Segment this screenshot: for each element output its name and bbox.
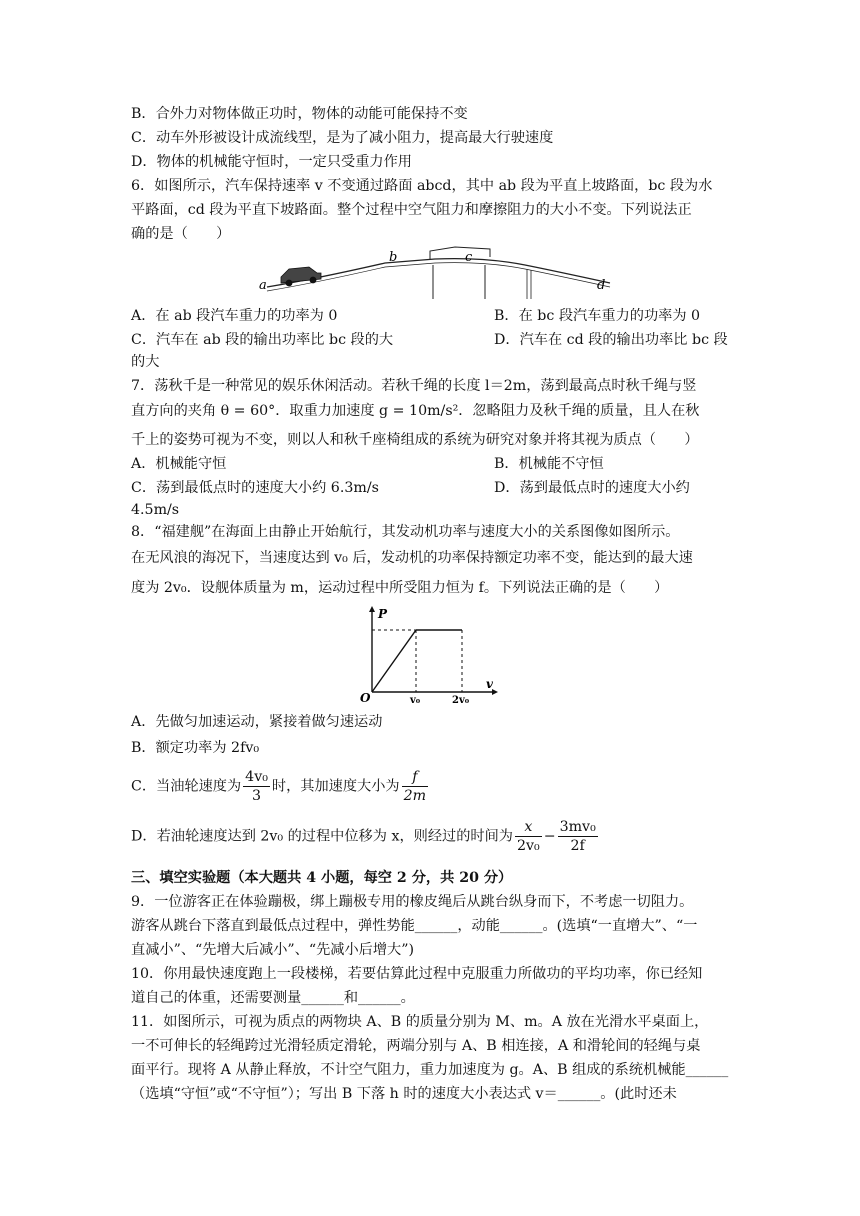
q11-stem-line2: 一不可伸长的轻绳跨过光滑轻质定滑轮，两端分别与 A、B 相连接，A 和滑轮间的轻绳与桌	[131, 1038, 701, 1054]
q8-stem-line3: 度为 2v₀．设舰体质量为 m，运动过程中所受阻力恒为 f。下列说法正确的是（ ）	[131, 580, 669, 596]
fraction-numerator: 4v₀	[245, 769, 268, 785]
q6-option-c: C．汽车在 ab 段的输出功率比 bc 段的大	[131, 332, 394, 348]
fraction-denominator: 2m	[403, 788, 427, 804]
q7-stem-line3: 千上的姿势可视为不变，则以人和秋千座椅组成的系统为研究对象并将其视为质点（ ）	[131, 432, 699, 448]
q7-option-d-cont: 4.5m/s	[131, 502, 180, 518]
q11-stem-line1: 11．如图所示，可视为质点的两物块 A、B 的质量分别为 M、m。A 放在光滑水平桌面上，	[131, 1014, 709, 1030]
q5-option-c: C．动车外形被设计成流线型，是为了减小阻力，提高最大行驶速度	[131, 130, 554, 146]
point-b-label: b	[389, 250, 398, 265]
point-c-label: c	[465, 250, 473, 265]
q8-option-c	[131, 768, 430, 805]
q10-stem-line1: 10．你用最快速度跑上一段楼梯，若要估算此过程中克服重力所做功的平均功率，你已经知	[131, 966, 703, 982]
fraction-x-over-2v0	[515, 818, 542, 855]
q7-option-c: C．荡到最低点时的速度大小约 6.3m/s	[131, 480, 379, 496]
road-figure	[255, 243, 625, 301]
q5-option-d: D．物体的机械能守恒时，一定只受重力作用	[131, 154, 412, 170]
2v0-tick-label: 2v₀	[452, 695, 470, 704]
q8-stem-line1: 8．“福建舰”在海面上由静止开始航行，其发动机功率与速度大小的关系图像如图所示。	[131, 524, 680, 540]
q8-option-d	[131, 818, 600, 855]
minus-sign: −	[543, 828, 556, 845]
q9-stem-line2: 游客从跳台下落直到最低点过程中，弹性势能______，动能______。(选填“一直增大”、“一	[131, 918, 698, 934]
q8-option-c-middle: 时，其加速度大小为	[271, 778, 400, 795]
car-icon	[281, 267, 321, 286]
fraction-denominator: 3	[252, 788, 262, 804]
q7-stem-line1: 7．荡秋千是一种常见的娱乐休闲活动。若秋千绳的长度 l＝2m，荡到最高点时秋千绳与竖	[131, 378, 697, 394]
q9-stem-line3: 直减小”、“先增大后减小”、“先减小后增大”)	[131, 942, 414, 958]
q6-option-b: B．在 bc 段汽车重力的功率为 0	[494, 308, 701, 324]
q6-option-d: D．汽车在 cd 段的输出功率比 bc 段	[494, 332, 728, 348]
q6-option-d-cont: 的大	[131, 354, 160, 370]
q9-stem-line1: 9．一位游客正在体验蹦极，绑上蹦极专用的橡皮绳后从跳台纵身而下，不考虑一切阻力。	[131, 894, 694, 910]
fraction-denominator: 2v₀	[516, 838, 540, 854]
q10-stem-line2: 道自己的体重，还需要测量______和______。	[131, 990, 415, 1006]
p-axis-label: P	[378, 607, 388, 621]
fraction-denominator: 2f	[570, 838, 585, 854]
q8-option-d-prefix: D．若油轮速度达到 2v₀ 的过程中位移为 x，则经过的时间为	[131, 828, 513, 845]
fraction-numerator: x	[515, 818, 542, 837]
q6-stem-line1: 6．如图所示，汽车保持速率 v 不变通过路面 abcd，其中 ab 段为平直上坡路面，bc 段为水	[131, 178, 713, 194]
power-velocity-graph	[352, 604, 502, 704]
section-3-title: 三、填空实验题（本大题共 4 小题，每空 2 分，共 20 分）	[131, 870, 513, 886]
fraction-3mv0-over-2f	[558, 818, 598, 855]
v0-tick-label: v₀	[410, 695, 421, 704]
fraction-f-over-2m	[402, 768, 428, 805]
fraction-4v0-over-3	[243, 768, 270, 805]
q7-stem-line2: 直方向的夹角 θ = 60°．取重力加速度 g = 10m/s²．忽略阻力及秋千绳的质量，且人在秋	[131, 403, 700, 419]
q11-stem-line4: （选填“守恒”或“不守恒”）；写出 B 下落 h 时的速度大小表达式 v＝______。(此时还未	[131, 1086, 677, 1102]
q8-option-c-prefix: C．当油轮速度为	[131, 778, 242, 795]
v-axis-label: v	[486, 677, 493, 691]
q6-stem-line3: 确的是（ ）	[131, 226, 231, 242]
point-d-label: d	[597, 278, 606, 293]
point-a-label: a	[259, 278, 267, 293]
q7-option-a: A．机械能守恒	[131, 456, 227, 472]
q6-stem-line2: 平路面，cd 段为平直下坡路面。整个过程中空气阻力和摩擦阻力的大小不变。下列说法正	[131, 202, 692, 218]
q7-option-d: D．荡到最低点时的速度大小约	[494, 480, 690, 496]
q5-option-b: B．合外力对物体做正功时，物体的动能可能保持不变	[131, 106, 468, 122]
fraction-numerator: f	[402, 768, 428, 787]
origin-label: O	[360, 691, 371, 704]
q8-option-b: B．额定功率为 2fv₀	[131, 740, 260, 756]
q11-stem-line3: 面平行。现将 A 从静止释放，不计空气阻力，重力加速度为 g。A、B 组成的系统机械能______	[131, 1062, 729, 1078]
q6-option-a: A．在 ab 段汽车重力的功率为 0	[131, 308, 338, 324]
q7-option-b: B．机械能不守恒	[494, 456, 604, 472]
rising-power-line	[372, 630, 416, 692]
q8-stem-line2: 在无风浪的海况下，当速度达到 v₀ 后，发动机的功率保持额定功率不变，能达到的最大速	[131, 550, 693, 566]
fraction-numerator: 3mv₀	[559, 819, 596, 835]
q8-option-a: A．先做匀加速运动，紧接着做匀速运动	[131, 714, 383, 730]
